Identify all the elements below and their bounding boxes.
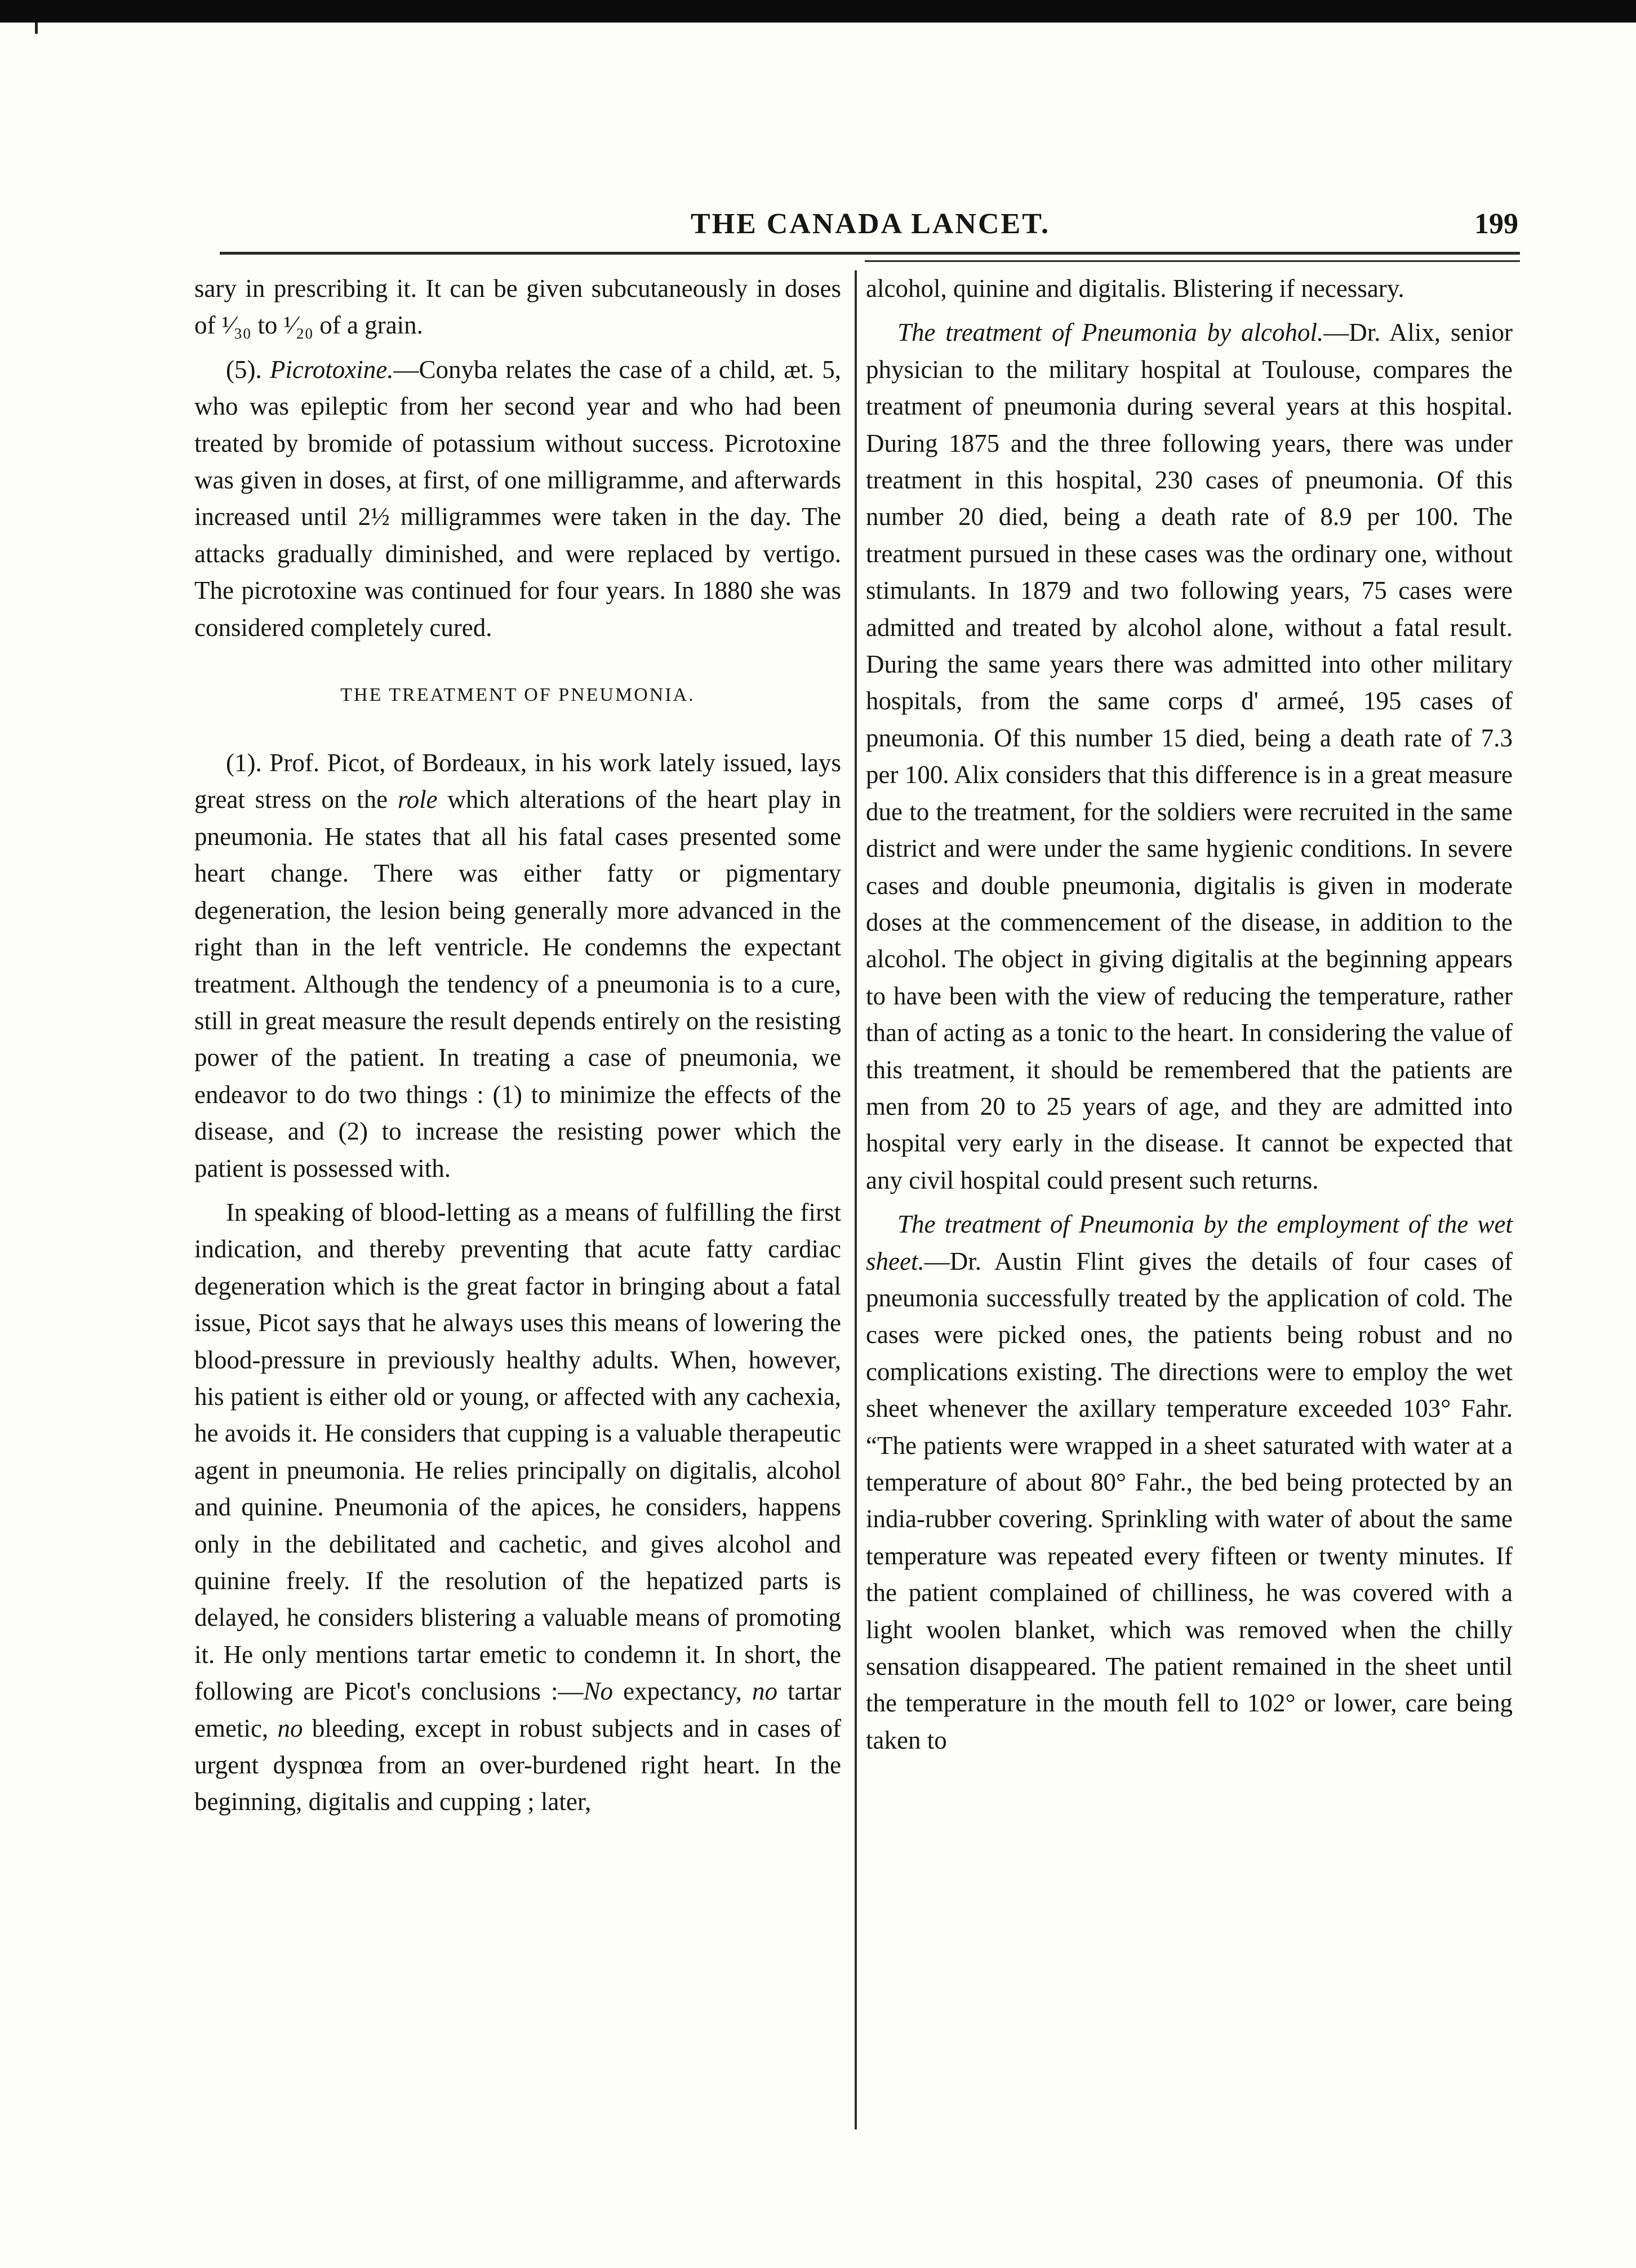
emphasis-no: no <box>277 1714 303 1742</box>
page-number: 199 <box>1474 208 1518 240</box>
paragraph-body: which alterations of the heart play in pneumonia. He states that all his fatal cases presented some heart change. There was either fatty or pigmentary degeneration, the lesion being generally more advanced in the right than in the left ventricle. He condemns the expectant treatment. Although the tendency of a pneumonia is to a cure, still in great measure the result depends entirely on the resisting power of the patient. In treating a case of pneumonia, we endeavor to do two things : (1) to minimize the effects of the disease, and (2) to increase the resisting power which the patient is possessed with. <box>194 785 841 1182</box>
paragraph-wet-sheet <box>866 1206 1513 1759</box>
paragraph-title: The treatment of Pneumonia by alcohol. <box>897 318 1324 347</box>
header-rule <box>220 252 1520 255</box>
paragraph-body: In speaking of blood-letting as a means of fulfilling the first indication, and thereby preventing that acute fatty cardiac degeneration which is the great factor in bringing about a fatal issue, Picot says that he always uses this means of lowering the blood-pressure in previously healthy adults. When, however, his patient is either old or young, or affected with any cachexia, he avoids it. He considers that cupping is a valuable therapeutic agent in pneumonia. He relies principally on digitalis, alcohol and quinine. Pneumonia of the apices, he considers, happens only in the debilitated and cachetic, and gives alcohol and quinine freely. If the resolution of the hepatized parts is delayed, he considers blistering a valuable means of promoting it. He only mentions tartar emetic to condemn it. In short, the following are Picot's conclusions :— <box>194 1198 841 1706</box>
page-header <box>223 207 1518 247</box>
emphasis-no: no <box>752 1677 777 1706</box>
right-column <box>866 270 1513 1766</box>
paragraph-body: —Dr. Alix, senior physician to the military hospital at Toulouse, compares the treatment of pneumonia during several years at this hospital. During 1875 and the three following years, there was under treatment in this hospital, 230 cases of pneumonia. Of this number 20 died, being a death rate of 8.9 per 100. The treatment pursued in these cases was the ordinary one, without stimulants. In 1879 and two following years, 75 cases were admitted and treated by alcohol alone, without a fatal result. During the same years there was admitted into other military hospitals, from the same corps d' armeé, 195 cases of pneumonia. Of this number 15 died, being a death rate of 7.3 per 100. Alix considers that this difference is in a great measure due to the treatment, for the soldiers were recruited in the same district and were under the same hygienic conditions. In severe cases and double pneumonia, digitalis is given in moderate doses at the commencement of the disease, in addition to the alcohol. The object in giving digitalis at the beginning appears to have been with the view of reducing the temperature, rather than of acting as a tonic to the heart. In considering the value of this treatment, it should be remembered that the patients are men from 20 to 25 years of age, and they are admitted into hospital very early in the disease. It cannot be expected that any civil hospital could present such returns. <box>866 318 1513 1194</box>
paragraph-picrotoxine <box>194 352 841 646</box>
paragraph-blood-letting <box>194 1194 841 1821</box>
paragraph-body: expectancy, <box>613 1677 752 1706</box>
paragraph-body: (1). Prof. Picot, of Bordeaux, in his work lately issued, lays great stress on the <box>194 749 841 814</box>
emphasis-role: role <box>397 785 438 814</box>
column-divider <box>855 270 857 2129</box>
header-rule-secondary <box>865 260 1520 262</box>
emphasis-no: No <box>583 1677 614 1706</box>
left-column <box>194 270 841 1828</box>
paragraph-body: bleeding, except in robust subjects and in cases of urgent dyspnœa from an over-burdened right heart. In the beginning, digitalis and cupping ; later, <box>194 1714 841 1816</box>
paragraph-continuation: alcohol, quinine and digitalis. Blistering if necessary. <box>866 274 1404 303</box>
scan-top-border <box>0 0 1636 23</box>
paragraph-picot <box>194 745 841 1187</box>
paragraph-body: —Conyba relates the case of a child, æt. 5, who was epileptic from her second year and who had been treated by bromide of potassium without success. Picrotoxine was given in doses, at first, of one milligramme, and afterwards increased until 2½ milligrammes were taken in the day. The attacks gradually diminished, and were replaced by vertigo. The picrotoxine was continued for four years. In 1880 she was considered completely cured. <box>194 355 842 642</box>
paragraph-number: (5). <box>226 355 262 384</box>
paragraph-alcohol-treatment <box>866 314 1513 1199</box>
paragraph-title: The treatment of Pneumonia by the employment of the wet sheet. <box>866 1210 1513 1275</box>
paragraph-body: tartar emetic, <box>194 1677 841 1742</box>
scan-edge-mark <box>35 23 38 34</box>
section-heading: THE TREATMENT OF PNEUMONIA. <box>340 684 695 706</box>
paragraph-title: Picrotoxine. <box>269 355 394 384</box>
running-title: THE CANADA LANCET. <box>690 208 1051 240</box>
paragraph-body: —Dr. Austin Flint gives the details of four cases of pneumonia successfully treated by the application of cold. The cases were picked ones, the patients being robust and no complications existing. The directions were to employ the wet sheet whenever the axillary temperature exceeded 103° Fahr. “The patients were wrapped in a sheet saturated with water at a temperature of about 80° Fahr., the bed being protected by an india-rubber covering. Sprinkling with water of about the same temperature was repeated every fifteen or twenty minutes. If the patient complained of chilliness, he was covered with a light woolen blanket, which was removed when the chilly sensation disappeared. The patient remained in the sheet until the temperature in the mouth fell to 102° or lower, care being taken to <box>866 1247 1513 1754</box>
paragraph-continuation: sary in prescribing it. It can be given subcutaneously in doses of ¹⁄₃₀ to ¹⁄₂₀ of a grain. <box>194 274 841 340</box>
